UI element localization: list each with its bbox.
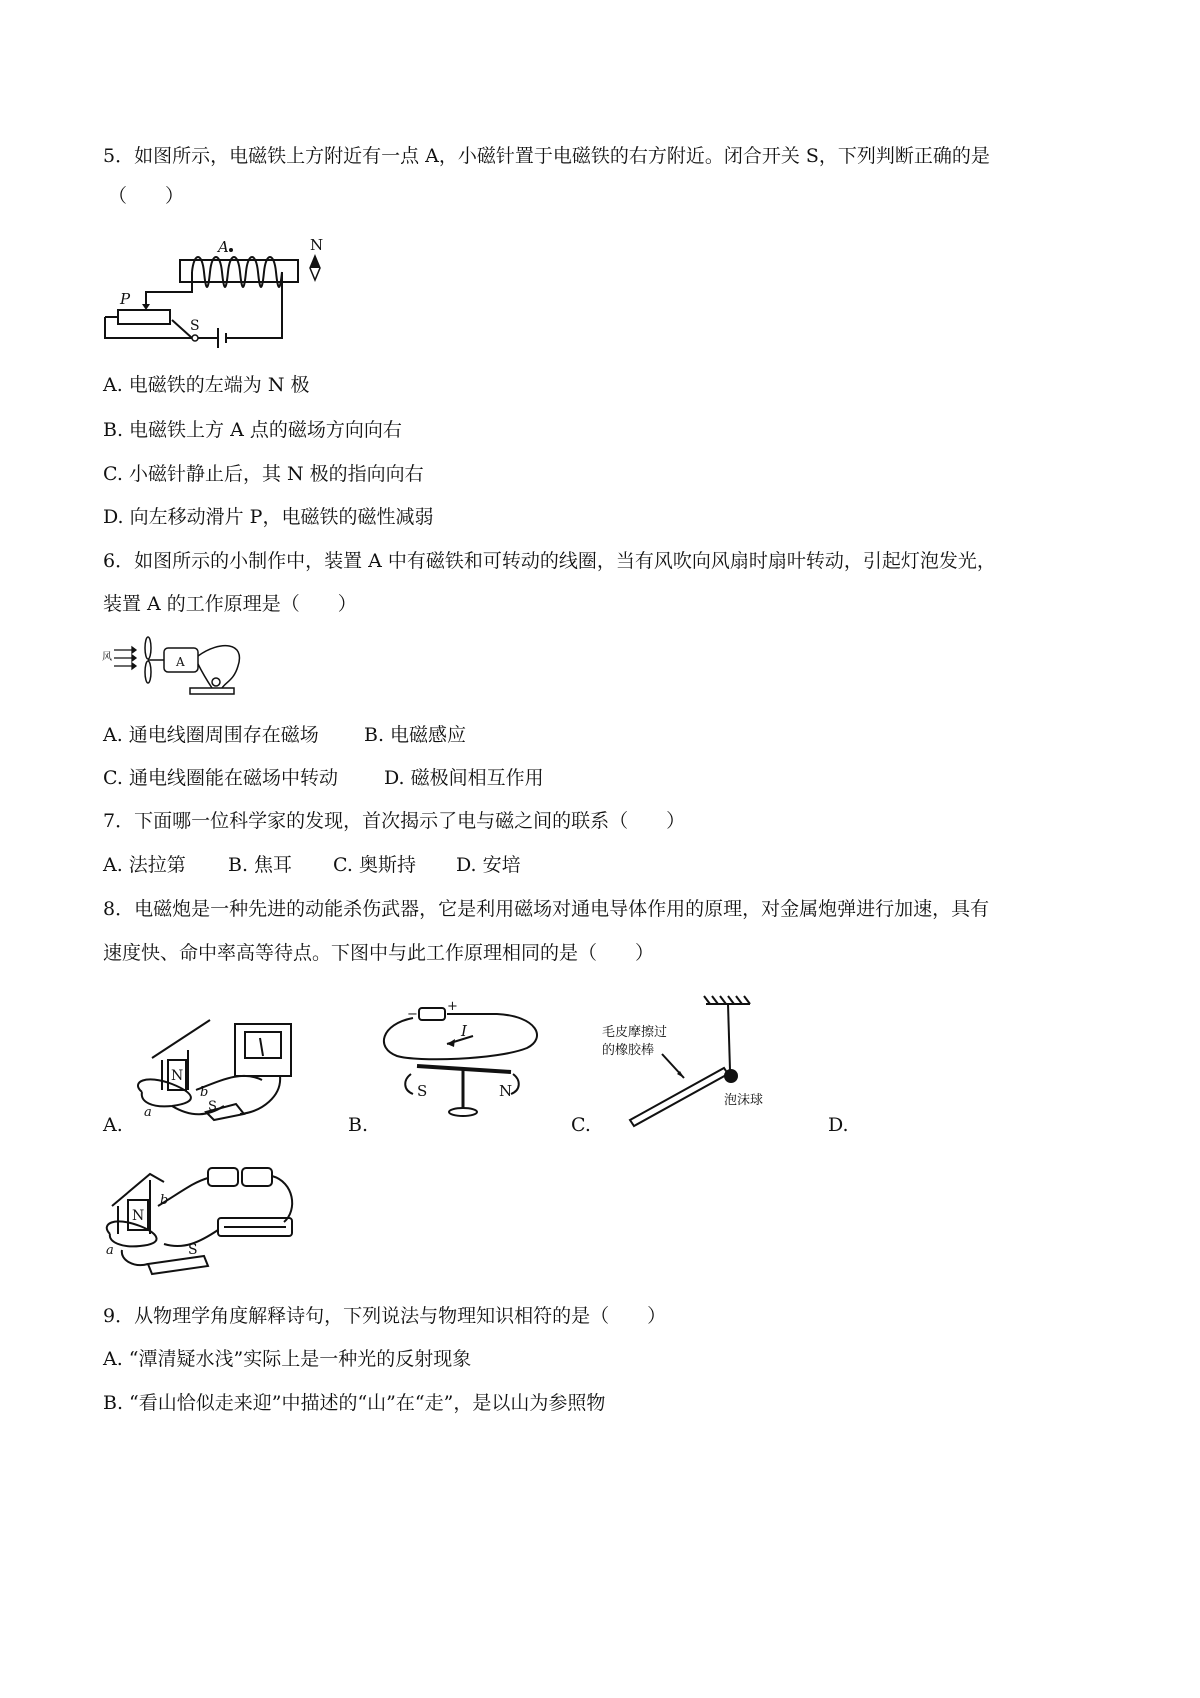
q7-option-b: B. 焦耳 bbox=[228, 854, 293, 876]
c-rod-label-line1: 毛皮摩擦过 bbox=[602, 1025, 668, 1040]
q6-option-d: D. 磁极间相互作用 bbox=[384, 767, 544, 789]
c-rod-label-line2: 的橡胶棒 bbox=[602, 1043, 655, 1058]
point-a-dot bbox=[229, 248, 233, 252]
q8-option-c-figure bbox=[600, 994, 790, 1134]
q8-option-d-figure bbox=[104, 1160, 304, 1278]
a-a-label: a bbox=[144, 1105, 152, 1120]
b-minus-label: − bbox=[407, 1007, 418, 1022]
bulb-icon bbox=[212, 678, 220, 686]
d-s-label: S bbox=[188, 1242, 198, 1258]
q5-option-b: B. 电磁铁上方 A 点的磁场方向向右 bbox=[103, 419, 402, 441]
a-n-label: N bbox=[171, 1068, 184, 1084]
lamp-base bbox=[190, 688, 234, 694]
q5-option-a: A. 电磁铁的左端为 N 极 bbox=[103, 374, 310, 396]
rubber-rod bbox=[630, 1068, 728, 1126]
q5-stem-line1: 5．如图所示，电磁铁上方附近有一点 A，小磁针置于电磁铁的右方附近。闭合开关 S，下列判断正确的是 bbox=[103, 145, 990, 167]
q8-option-d-letter: D. bbox=[828, 1114, 849, 1136]
q8-option-b-letter: B. bbox=[348, 1114, 369, 1136]
battery-1 bbox=[208, 1168, 238, 1186]
c-ball-label: 泡沫球 bbox=[724, 1093, 764, 1108]
q7-option-c: C. 奥斯持 bbox=[333, 854, 416, 876]
b-plus-label: + bbox=[447, 999, 458, 1014]
q6-fan-generator-figure bbox=[100, 636, 250, 700]
q8-option-a-letter: A. bbox=[103, 1114, 123, 1136]
a-s-label: S bbox=[208, 1099, 217, 1114]
q9-option-a: A. “潭清疑水浅”实际上是一种光的反射现象 bbox=[103, 1348, 472, 1370]
b-current-label: I bbox=[461, 1022, 467, 1040]
q8-stem-line2: 速度快、命中率高等待点。下图中与此工作原理相同的是（ ） bbox=[103, 942, 655, 964]
output-wire bbox=[198, 646, 239, 688]
fan-blade-top bbox=[145, 637, 151, 659]
q5-option-c: C. 小磁针静止后，其 N 极的指向向右 bbox=[103, 463, 424, 485]
q9-stem: 9．从物理学角度解释诗句，下列说法与物理知识相符的是（ ） bbox=[103, 1305, 667, 1327]
foam-ball bbox=[724, 1069, 738, 1083]
rheostat bbox=[118, 310, 170, 324]
b-s-label: S bbox=[417, 1082, 428, 1100]
device-a-label: A bbox=[176, 655, 185, 669]
fan-blade-bottom bbox=[145, 661, 151, 683]
point-a-label: A bbox=[218, 238, 229, 256]
switch-d bbox=[148, 1256, 208, 1274]
q6-option-a: A. 通电线圈周围存在磁场 bbox=[103, 724, 319, 746]
battery-2 bbox=[242, 1168, 272, 1186]
d-a-label: a bbox=[106, 1243, 114, 1258]
q7-option-d: D. 安培 bbox=[456, 854, 521, 876]
q7-stem: 7．下面哪一位科学家的发现，首次揭示了电与磁之间的联系（ ） bbox=[103, 810, 686, 832]
q6-option-c: C. 通电线圈能在磁场中转动 bbox=[103, 767, 338, 789]
switch-contact bbox=[192, 335, 198, 341]
q7-option-a: A. 法拉第 bbox=[103, 854, 186, 876]
slider-p-label: P bbox=[120, 290, 131, 308]
battery-icon bbox=[419, 1008, 445, 1020]
q5-stem-line2: （ ） bbox=[108, 185, 185, 207]
q6-stem-line2: 装置 A 的工作原理是（ ） bbox=[103, 593, 357, 615]
q6-stem-line1: 6．如图所示的小制作中，装置 A 中有磁铁和可转动的线圈，当有风吹向风扇时扇叶转动，引起灯泡发光， bbox=[103, 550, 996, 572]
q6-option-b: B. 电磁感应 bbox=[364, 724, 467, 746]
string bbox=[728, 1004, 730, 1070]
q8-option-b-figure bbox=[377, 1000, 547, 1128]
q8-option-a-figure bbox=[132, 1010, 297, 1125]
d-n-label: N bbox=[132, 1208, 145, 1224]
compass-n-label: N bbox=[310, 236, 324, 254]
wire-left bbox=[146, 272, 192, 304]
switch-s-label: S bbox=[190, 318, 200, 334]
q5-circuit-figure bbox=[100, 232, 340, 362]
stand-base bbox=[449, 1108, 477, 1116]
b-n-label: N bbox=[499, 1082, 513, 1100]
q9-option-b: B. “看山恰似走来迎”中描述的“山”在“走”，是以山为参照物 bbox=[103, 1392, 606, 1414]
q8-option-c-letter: C. bbox=[571, 1114, 591, 1136]
q5-option-d: D. 向左移动滑片 P，电磁铁的磁性减弱 bbox=[103, 506, 434, 528]
q8-stem-line1: 8．电磁炮是一种先进的动能杀伤武器，它是利用磁场对通电导体作用的原理，对金属炮弹进行加速，具有 bbox=[103, 898, 990, 920]
magnet-stand-top bbox=[152, 1020, 210, 1058]
stand-top bbox=[112, 1174, 164, 1206]
d-b-label: b bbox=[160, 1193, 169, 1208]
a-b-label: b bbox=[200, 1085, 209, 1100]
wind-label: 风 bbox=[102, 652, 112, 663]
